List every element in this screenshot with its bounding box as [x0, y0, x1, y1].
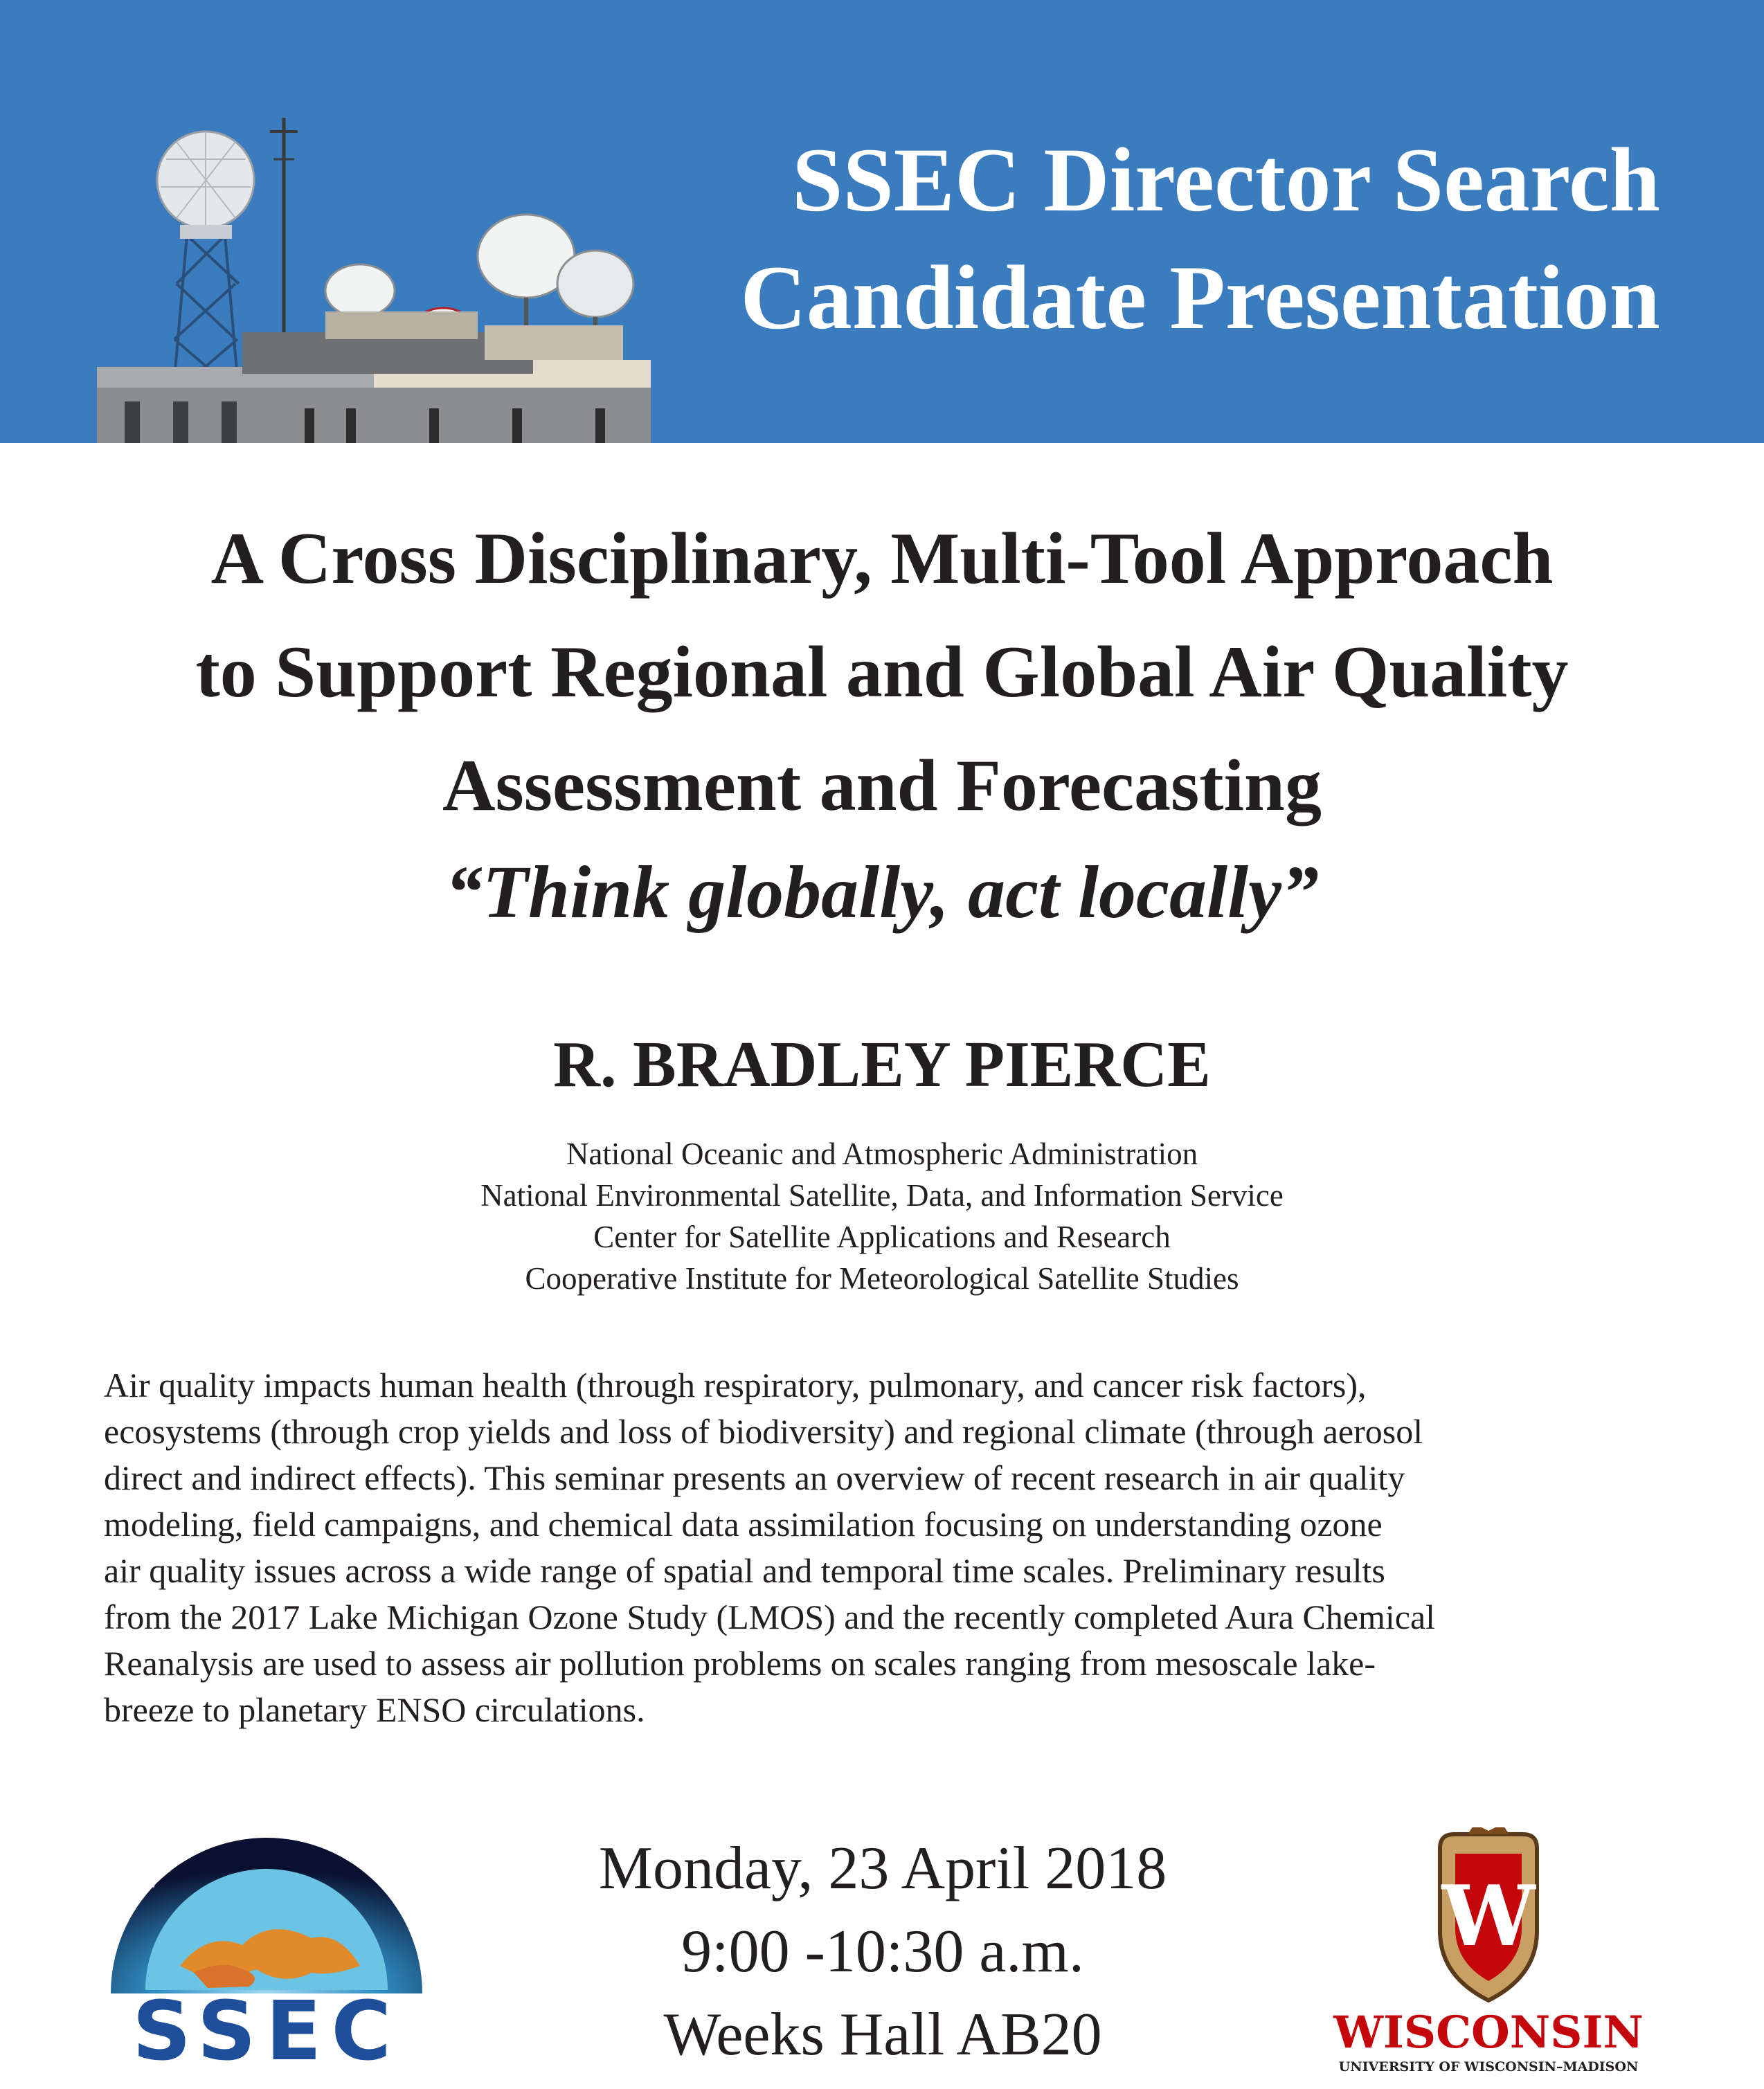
affiliation-line: Cooperative Institute for Meteorological Satellite Studies [525, 1261, 1239, 1296]
ssec-globe-logo-icon [104, 1827, 429, 2070]
svg-text:W: W [1441, 1868, 1536, 1965]
uw-crest-logo-icon [1329, 1827, 1648, 2083]
abstract-line: Air quality impacts human health (through respiratory, pulmonary, and cancer risk factors), [104, 1366, 1367, 1404]
banner-title-line2: Candidate Presentation [740, 246, 1660, 348]
talk-title-line1: A Cross Disciplinary, Multi-Tool Approach [210, 518, 1554, 599]
event-details [485, 1827, 1281, 2077]
talk-motto: “Think globally, act locally” [445, 851, 1319, 934]
uw-wordmark: WISCONSIN [1333, 2007, 1644, 2059]
talk-title-line2: to Support Regional and Global Air Quality [195, 631, 1569, 712]
abstract [104, 1362, 1689, 1733]
event-date: Monday, 23 April 2018 [598, 1835, 1167, 1902]
abstract-line: direct and indirect effects). This seminar presents an overview of recent research in air quality [104, 1458, 1405, 1497]
ssec-building-illustration [97, 104, 651, 443]
abstract-line: air quality issues across a wide range of spatial and temporal time scales. Preliminary results [104, 1551, 1385, 1590]
banner-title-line1: SSEC Director Search [792, 129, 1660, 230]
abstract-line: from the 2017 Lake Michigan Ozone Study (LMOS) and the recently completed Aura Chemical [104, 1598, 1436, 1636]
speaker-name: R. BRADLEY PIERCE [553, 1029, 1211, 1101]
event-time: 9:00 -10:30 a.m. [681, 1918, 1084, 1985]
talk-title [0, 502, 1764, 842]
uw-subtitle: UNIVERSITY OF WISCONSIN–MADISON [1338, 2059, 1639, 2074]
ssec-logo-text: SSEC [132, 1983, 401, 2070]
abstract-line: Reanalysis are used to assess air pollution problems on scales ranging from mesoscale lake- [104, 1644, 1376, 1683]
banner-title [691, 121, 1660, 356]
header-banner [0, 0, 1764, 443]
affiliation-line: National Environmental Satellite, Data, and Information Service [480, 1178, 1284, 1213]
speaker-affiliations [0, 1133, 1764, 1299]
abstract-line: ecosystems (through crop yields and loss of biodiversity) and regional climate (through aerosol [104, 1412, 1423, 1451]
abstract-line: modeling, field campaigns, and chemical data assimilation focusing on understanding ozone [104, 1505, 1383, 1544]
affiliation-line: Center for Satellite Applications and Research [593, 1220, 1171, 1254]
event-location: Weeks Hall AB20 [663, 2001, 1102, 2068]
affiliation-line: National Oceanic and Atmospheric Administration [566, 1137, 1198, 1171]
abstract-line: breeze to planetary ENSO circulations. [104, 1690, 645, 1729]
talk-title-line3: Assessment and Forecasting [442, 745, 1322, 826]
